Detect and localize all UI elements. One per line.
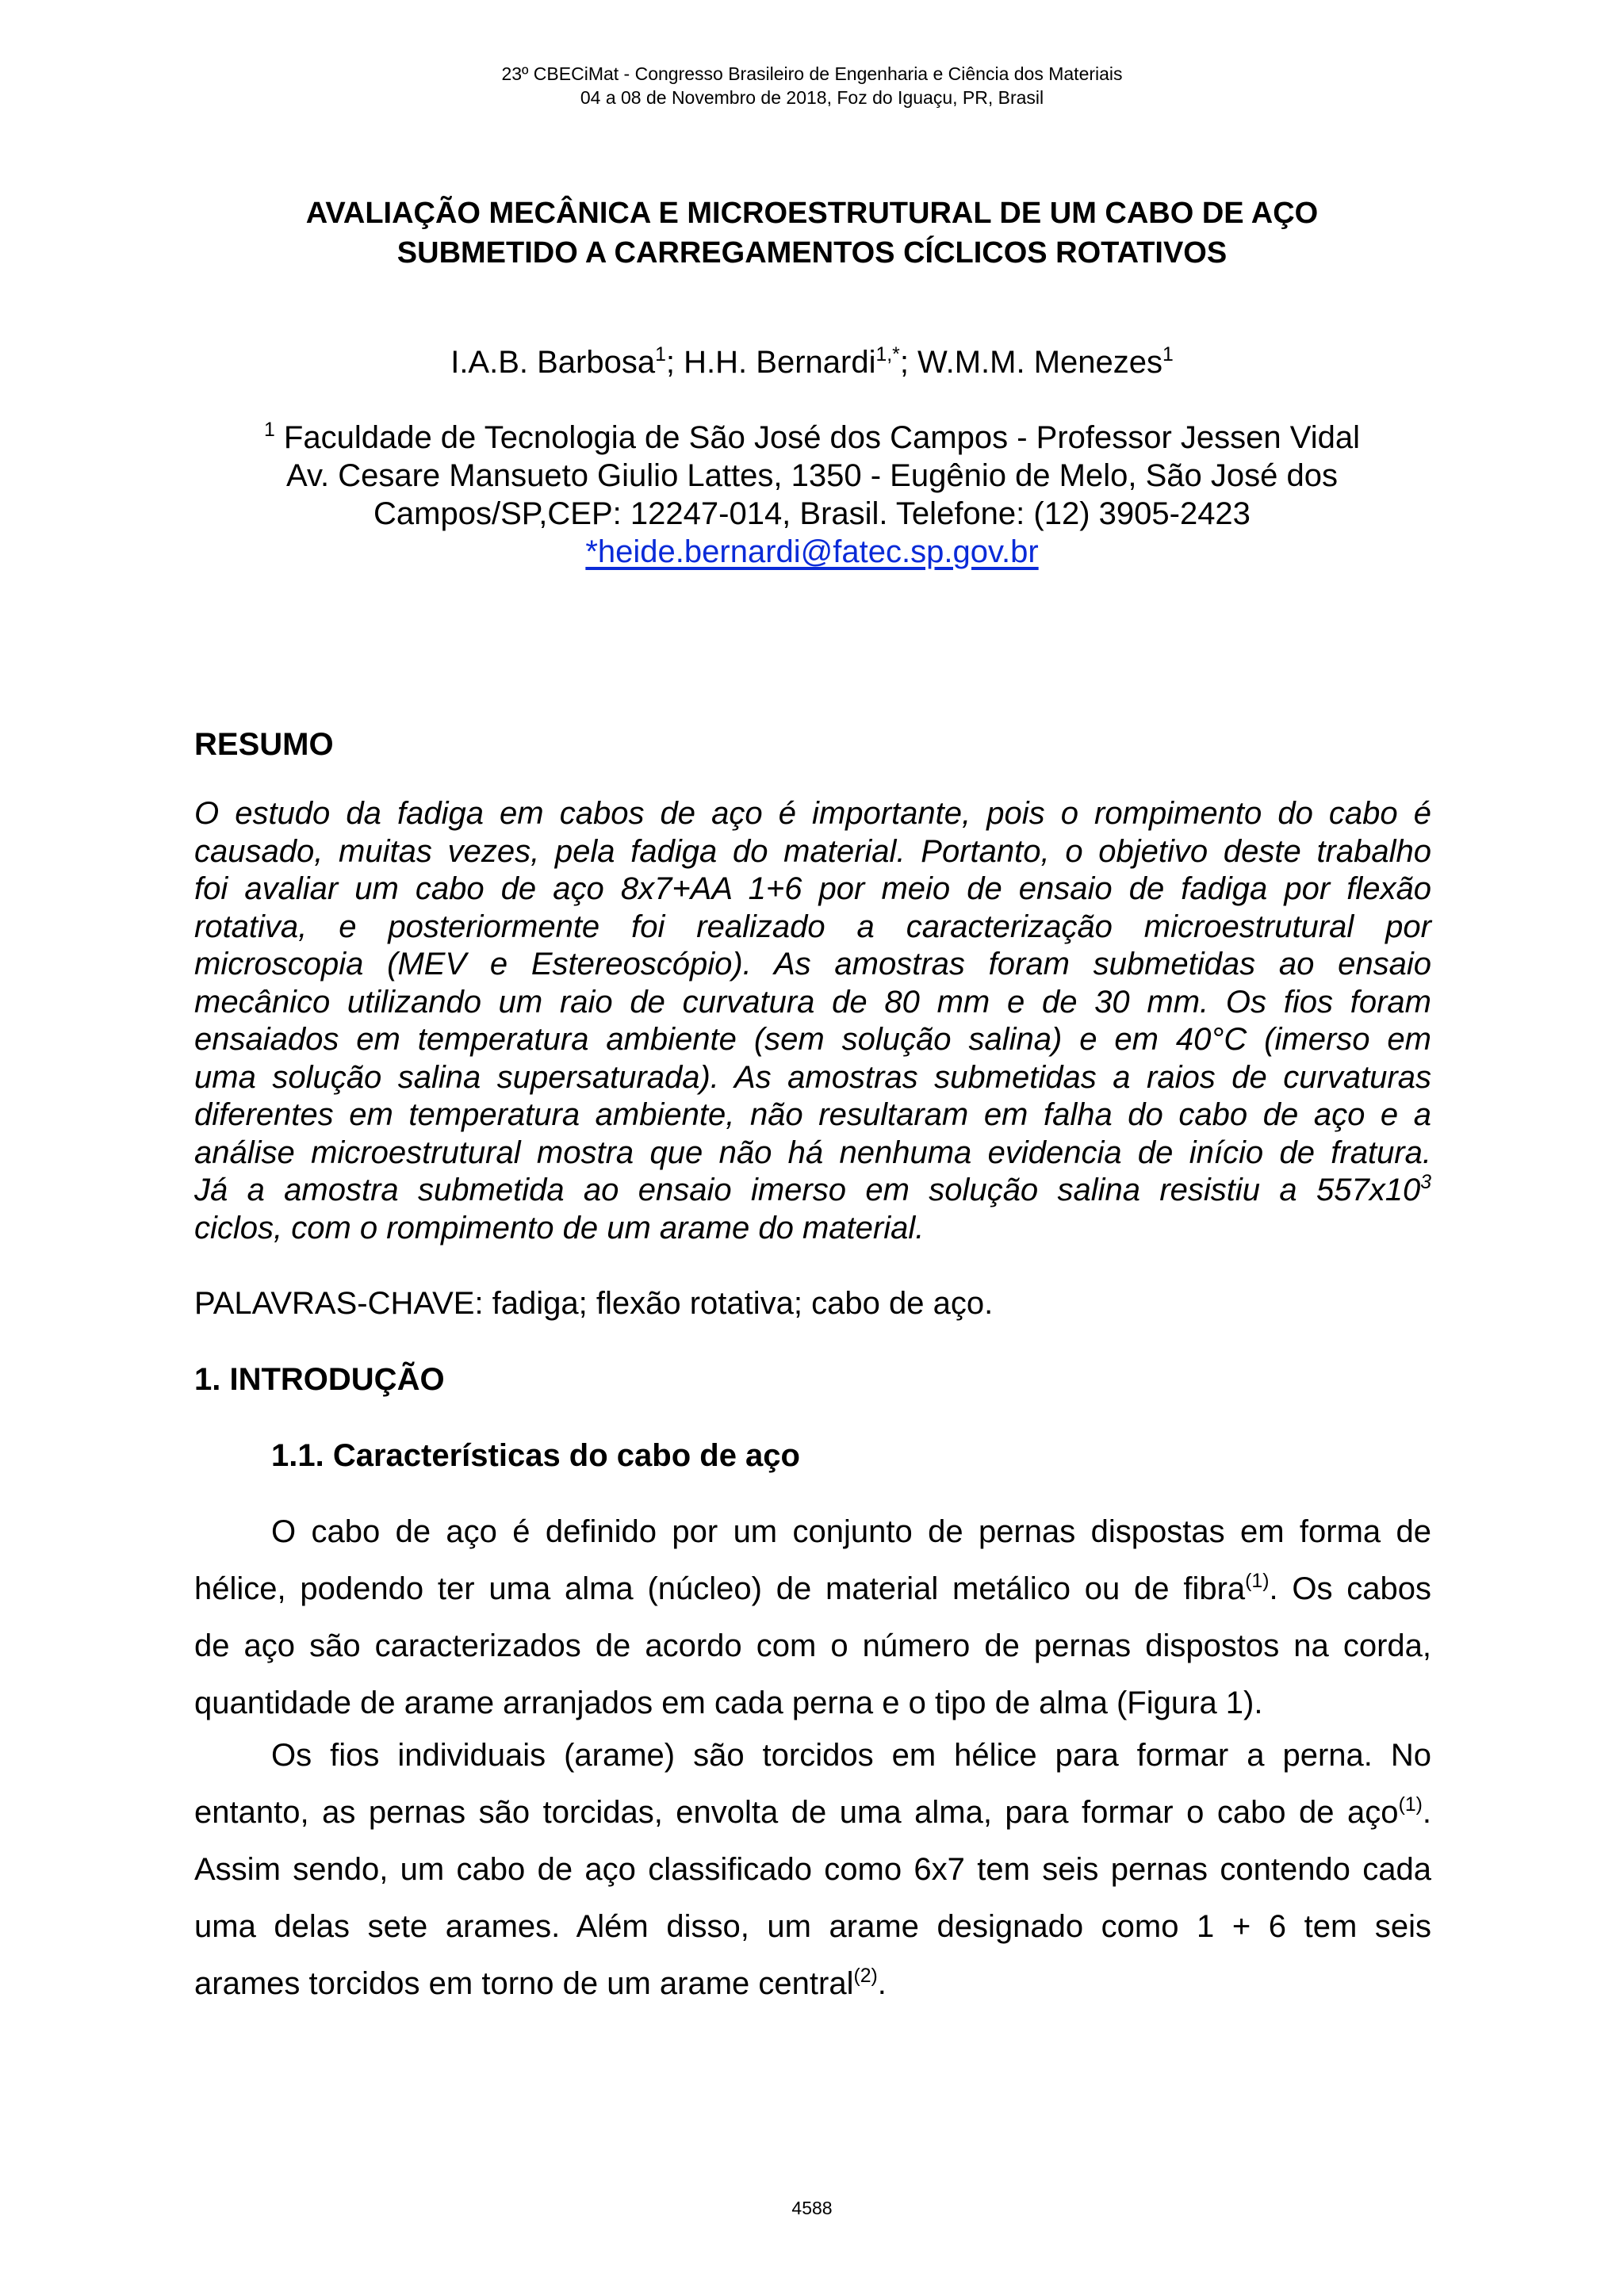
paragraph-1 xyxy=(194,1503,1431,1732)
affiliation-line-4 xyxy=(143,533,1481,571)
paragraph-line xyxy=(194,1955,1431,2012)
abstract-heading: RESUMO xyxy=(194,727,334,762)
paragraph-line xyxy=(194,1784,1431,1841)
paper-title xyxy=(143,193,1481,273)
paragraph-line: quantidade de arame arranjados em cada perna e o tipo de alma (Figura 1). xyxy=(194,1686,1263,1720)
paragraph-text: . xyxy=(1422,1795,1431,1830)
abstract-line: ciclos, com o rompimento de um arame do material. xyxy=(194,1210,925,1246)
abstract-line: causado, muitas vezes, pela fadiga do material. Portanto, o objetivo deste trabalho xyxy=(194,833,1431,869)
paragraph-text: . xyxy=(877,1966,887,2001)
abstract-line: ensaiados em temperatura ambiente (sem solução salina) e em 40°C (imerso em xyxy=(194,1022,1431,1057)
abstract-body xyxy=(194,795,1431,1247)
conference-header xyxy=(0,62,1624,109)
paragraph-text: . Os cabos xyxy=(1269,1571,1431,1606)
author-list xyxy=(0,342,1624,382)
abstract-line: análise microestrutural mostra que não há nenhuma evidencia de início de fratura. xyxy=(194,1135,1431,1170)
paragraph-text: arames torcidos em torno de um arame central xyxy=(194,1966,854,2001)
paragraph-line: Assim sendo, um cabo de aço classificado como 6x7 tem seis pernas contendo cada xyxy=(194,1852,1431,1887)
author-affiliation-mark: 1 xyxy=(1162,344,1174,366)
abstract-line: microscopia (MEV e Estereoscópio). As amostras foram submetidas ao ensaio xyxy=(194,947,1431,982)
paragraph-line: uma delas sete arames. Além disso, um arame designado como 1 + 6 tem seis xyxy=(194,1909,1431,1944)
author-name: H.H. Bernardi xyxy=(684,345,876,380)
paragraph-text: entanto, as pernas são torcidas, envolta de uma alma, para formar o cabo de aço xyxy=(194,1795,1399,1830)
abstract-line: uma solução salina supersaturada). As amostras submetidas a raios de curvaturas xyxy=(194,1059,1431,1095)
corresponding-email-link[interactable]: *heide.bernardi@fatec.sp.gov.br xyxy=(585,534,1039,569)
paragraph-2 xyxy=(194,1727,1431,2012)
author-separator: ; xyxy=(665,345,684,380)
affiliation-institution: Faculdade de Tecnologia de São José dos Campos - Professor Jessen Vidal xyxy=(274,420,1361,455)
abstract-exponent: 3 xyxy=(1420,1172,1431,1194)
abstract-line: O estudo da fadiga em cabos de aço é importante, pois o rompimento do cabo é xyxy=(194,796,1431,831)
paper-title-line-1: AVALIAÇÃO MECÂNICA E MICROESTRUTURAL DE UM CABO DE AÇO xyxy=(305,197,1319,230)
abstract-line: rotativa, e posteriormente foi realizado a caracterização microestrutural por xyxy=(194,909,1431,944)
keywords: PALAVRAS-CHAVE: fadiga; flexão rotativa; cabo de aço. xyxy=(194,1286,994,1321)
citation-ref: (1) xyxy=(1245,1571,1270,1593)
author-affiliation-mark: 1,* xyxy=(875,344,900,366)
section-heading-introduction: 1. INTRODUÇÃO xyxy=(194,1362,445,1397)
subsection-heading: 1.1. Características do cabo de aço xyxy=(271,1438,800,1473)
paragraph-line xyxy=(194,1560,1431,1617)
author-name: I.A.B. Barbosa xyxy=(450,345,656,380)
paragraph-line: de aço são caracterizados de acordo com o número de pernas dispostos na corda, xyxy=(194,1628,1431,1663)
abstract-line-with-exponent xyxy=(194,1172,1431,1210)
abstract-line: mecânico utilizando um raio de curvatura de 80 mm e de 30 mm. Os fios foram xyxy=(194,984,1431,1020)
paper-title-line-2: SUBMETIDO A CARREGAMENTOS CÍCLICOS ROTATIVOS xyxy=(396,236,1228,270)
abstract-line-text: Já a amostra submetida ao ensaio imerso em solução salina resistiu a 557x10 xyxy=(194,1173,1421,1207)
citation-ref: (2) xyxy=(853,1965,878,1988)
affiliation-line-1 xyxy=(143,419,1481,457)
affiliation-block xyxy=(143,419,1481,571)
author-separator: ; xyxy=(899,345,918,380)
affiliation-mark: 1 xyxy=(263,419,275,442)
page-number: 4588 xyxy=(791,2198,833,2218)
affiliation-line-2: Av. Cesare Mansueto Giulio Lattes, 1350 - Eugênio de Melo, São José dos xyxy=(286,458,1338,493)
affiliation-line-3: Campos/SP,CEP: 12247-014, Brasil. Telefone: (12) 3905-2423 xyxy=(373,496,1251,531)
author-name: W.M.M. Menezes xyxy=(917,345,1162,380)
citation-ref: (1) xyxy=(1398,1794,1423,1816)
conference-name: 23º CBECiMat - Congresso Brasileiro de Engenharia e Ciência dos Materiais xyxy=(501,63,1123,84)
paragraph-line: Os fios individuais (arame) são torcidos em hélice para formar a perna. No xyxy=(271,1738,1431,1773)
paragraph-text: hélice, podendo ter uma alma (núcleo) de material metálico ou de fibra xyxy=(194,1571,1246,1606)
abstract-line: diferentes em temperatura ambiente, não resultaram em falha do cabo de aço e a xyxy=(194,1097,1431,1132)
abstract-line: foi avaliar um cabo de aço 8x7+AA 1+6 por meio de ensaio de fadiga por flexão xyxy=(194,871,1431,906)
conference-dates: 04 a 08 de Novembro de 2018, Foz do Iguaçu, PR, Brasil xyxy=(580,87,1044,108)
author-affiliation-mark: 1 xyxy=(655,344,666,366)
paragraph-line: O cabo de aço é definido por um conjunto de pernas dispostas em forma de xyxy=(271,1514,1431,1549)
